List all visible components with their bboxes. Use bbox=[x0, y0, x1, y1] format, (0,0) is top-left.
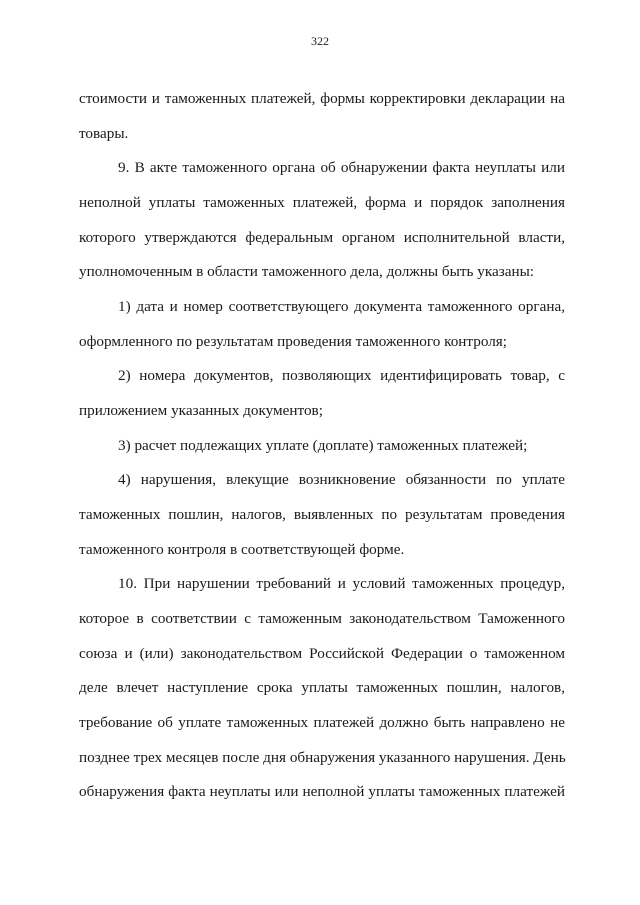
text-line: неполной уплаты таможенных платежей, форма и порядок заполнения bbox=[79, 194, 565, 211]
text-line: 9. В акте таможенного органа об обнаружении факта неуплаты или bbox=[118, 159, 565, 176]
text-line: таможенного контроля в соответствующей форме. bbox=[79, 541, 405, 558]
text-line: 10. При нарушении требований и условий таможенных процедур, bbox=[118, 575, 565, 592]
text-line: таможенных пошлин, налогов, выявленных по результатам проведения bbox=[79, 506, 565, 523]
text-line: 1) дата и номер соответствующего документа таможенного органа, bbox=[118, 298, 565, 315]
page-number: 322 bbox=[311, 34, 329, 48]
text-line: деле влечет наступление срока уплаты таможенных пошлин, налогов, bbox=[79, 679, 565, 696]
text-line: 4) нарушения, влекущие возникновение обязанности по уплате bbox=[118, 471, 565, 488]
text-line: союза и (или) законодательством Российской Федерации о таможенном bbox=[79, 645, 565, 662]
text-line: уполномоченным в области таможенного дела, должны быть указаны: bbox=[79, 263, 535, 280]
text-line: требование об уплате таможенных платежей должно быть направлено не bbox=[79, 714, 565, 731]
text-line: 3) расчет подлежащих уплате (доплате) таможенных платежей; bbox=[118, 437, 528, 454]
text-line: которое в соответствии с таможенным законодательством Таможенного bbox=[79, 610, 565, 627]
text-line: 2) номера документов, позволяющих идентифицировать товар, с bbox=[118, 367, 565, 384]
text-line: приложением указанных документов; bbox=[79, 402, 323, 419]
text-line: товары. bbox=[79, 125, 129, 142]
text-line: которого утверждаются федеральным органом исполнительной власти, bbox=[79, 229, 565, 246]
text-line: позднее трех месяцев после дня обнаружения указанного нарушения. День bbox=[79, 749, 566, 766]
text-line: оформленного по результатам проведения таможенного контроля; bbox=[79, 333, 508, 350]
text-line: обнаружения факта неуплаты или неполной уплаты таможенных платежей bbox=[79, 783, 565, 800]
text-line: стоимости и таможенных платежей, формы корректировки декларации на bbox=[79, 90, 565, 107]
